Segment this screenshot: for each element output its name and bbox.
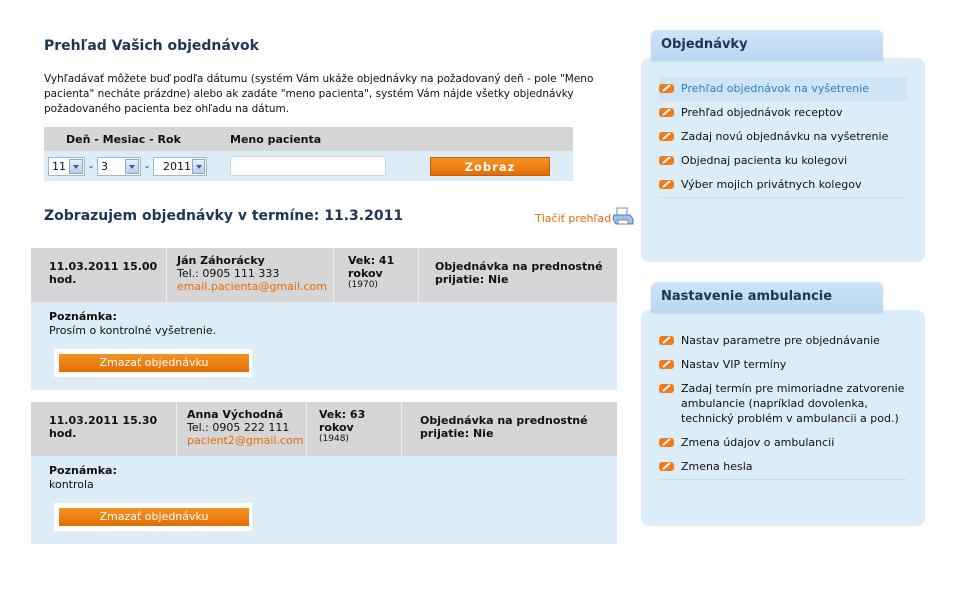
patient-age [334, 248, 419, 302]
settings-menu [659, 329, 907, 480]
menu-item-label: Prehľad objednávok na vyšetrenie [681, 82, 870, 95]
note-label: Poznámka: [49, 310, 117, 323]
menu-item-change-password[interactable] [659, 455, 907, 480]
menu-item-label: Zmena údajov o ambulancii [681, 436, 835, 449]
pencil-icon [659, 83, 675, 94]
pencil-icon [659, 359, 675, 370]
day-select[interactable] [48, 157, 85, 176]
menu-item-label: Nastav VIP termíny [681, 358, 787, 371]
age-value: Vek: 41 rokov [348, 254, 395, 280]
date-column-header: Deň - Mesiac - Rok [44, 127, 220, 151]
priority-status: Objednávka na prednostné prijatie: Nie [420, 414, 588, 440]
menu-item-order-parameters[interactable] [659, 329, 907, 353]
pencil-icon [659, 437, 675, 448]
month-select[interactable] [97, 157, 141, 176]
pencil-icon [659, 335, 675, 346]
chevron-down-icon[interactable] [125, 159, 139, 174]
order-note [31, 456, 617, 492]
settings-panel-title: Nastavenie ambulancie [651, 282, 883, 312]
menu-item-new-order[interactable] [659, 125, 907, 149]
menu-item-vip-slots[interactable] [659, 353, 907, 377]
birth-year: (1948) [319, 434, 349, 444]
delete-button-frame [53, 348, 253, 378]
menu-item-private-colleagues[interactable] [659, 173, 907, 198]
date-separator: - [89, 159, 93, 173]
patient-phone: Tel.: 0905 222 111 [187, 421, 290, 434]
delete-button-frame [53, 502, 253, 532]
patient-name-input[interactable] [230, 156, 386, 176]
empty-column-header [410, 127, 573, 151]
menu-item-label: Objednaj pacienta ku kolegovi [681, 154, 848, 167]
pencil-icon [659, 179, 675, 190]
printer-icon[interactable] [612, 207, 634, 227]
chevron-down-icon[interactable] [69, 159, 83, 174]
order-header [31, 248, 617, 302]
orders-panel-title: Objednávky [651, 30, 883, 60]
menu-item-label: Zadaj novú objednávku na vyšetrenie [681, 130, 889, 143]
menu-item-label: Prehľad objednávok receptov [681, 106, 843, 119]
menu-item-clinic-details[interactable] [659, 431, 907, 455]
pencil-icon [659, 383, 675, 394]
patient-email[interactable]: pacient2@gmail.com [187, 434, 304, 447]
patient-age [307, 402, 402, 456]
day-value: 11 [52, 159, 66, 173]
orders-menu [659, 77, 907, 198]
menu-item-closure-date[interactable] [659, 377, 907, 431]
birth-year: (1970) [348, 280, 378, 290]
menu-item-label: Zmena hesla [681, 460, 753, 473]
delete-order-button[interactable]: Zmazať objednávku [59, 354, 249, 372]
month-value: 3 [100, 159, 108, 173]
patient-email[interactable]: email.pacienta@gmail.com [177, 280, 327, 293]
date-selector [48, 157, 216, 176]
pencil-icon [659, 155, 675, 166]
patient-phone: Tel.: 0905 111 333 [177, 267, 280, 280]
name-column-header: Meno pacienta [220, 127, 410, 151]
note-text: Prosím o kontrolné vyšetrenie. [49, 324, 217, 337]
note-text: kontrola [49, 478, 94, 491]
priority-status: Objednávka na prednostné prijatie: Nie [435, 260, 603, 286]
note-label: Poznámka: [49, 464, 117, 477]
date-separator: - [144, 159, 149, 173]
pencil-icon [659, 107, 675, 118]
order-header [31, 402, 617, 456]
year-select[interactable] [153, 157, 207, 176]
search-form [44, 127, 573, 181]
pencil-icon [659, 131, 675, 142]
menu-item-orders-overview[interactable] [659, 77, 907, 101]
order-card [31, 402, 617, 544]
patient-info [177, 402, 307, 456]
patient-info [167, 248, 334, 302]
patient-name: Anna Východná [187, 408, 284, 421]
menu-item-label: Výber mojich privátnych kolegov [681, 178, 862, 191]
intro-text: Vyhľadávať môžete buď podľa dátumu (systém Vám ukáže objednávky na požadovaný deň - pole "Meno pacienta" necháte prázdne) alebo ak zadáte "meno pacienta", systém Vám nájde všetky objednávky požadovaného pacienta bez ohľadu na dátum. [44, 73, 594, 115]
order-note [31, 302, 617, 338]
delete-order-button[interactable]: Zmazať objednávku [59, 508, 249, 526]
menu-item-label: Zadaj termín pre mimoriadne zatvorenie ambulancie (napríklad dovolenka, technický problém v ambulancii a pod.) [681, 382, 905, 425]
page-title: Prehľad Vašich objednávok [44, 38, 259, 54]
year-value: 2011 [162, 159, 191, 173]
age-value: Vek: 63 rokov [319, 408, 366, 434]
pencil-icon [659, 461, 675, 472]
print-link[interactable]: Tlačiť prehľad [535, 212, 612, 225]
patient-name: Ján Záhorácky [177, 254, 265, 267]
menu-item-refer-colleague[interactable] [659, 149, 907, 173]
show-button[interactable]: Zobraz [430, 157, 550, 176]
results-title: Zobrazujem objednávky v termíne: 11.3.2011 [44, 208, 404, 224]
menu-item-label: Nastav parametre pre objednávanie [681, 334, 880, 347]
order-datetime: 11.03.2011 15.00 hod. [31, 248, 167, 302]
chevron-down-icon[interactable] [192, 159, 205, 174]
order-card [31, 248, 617, 390]
menu-item-prescriptions[interactable] [659, 101, 907, 125]
order-datetime: 11.03.2011 15.30 hod. [31, 402, 177, 456]
